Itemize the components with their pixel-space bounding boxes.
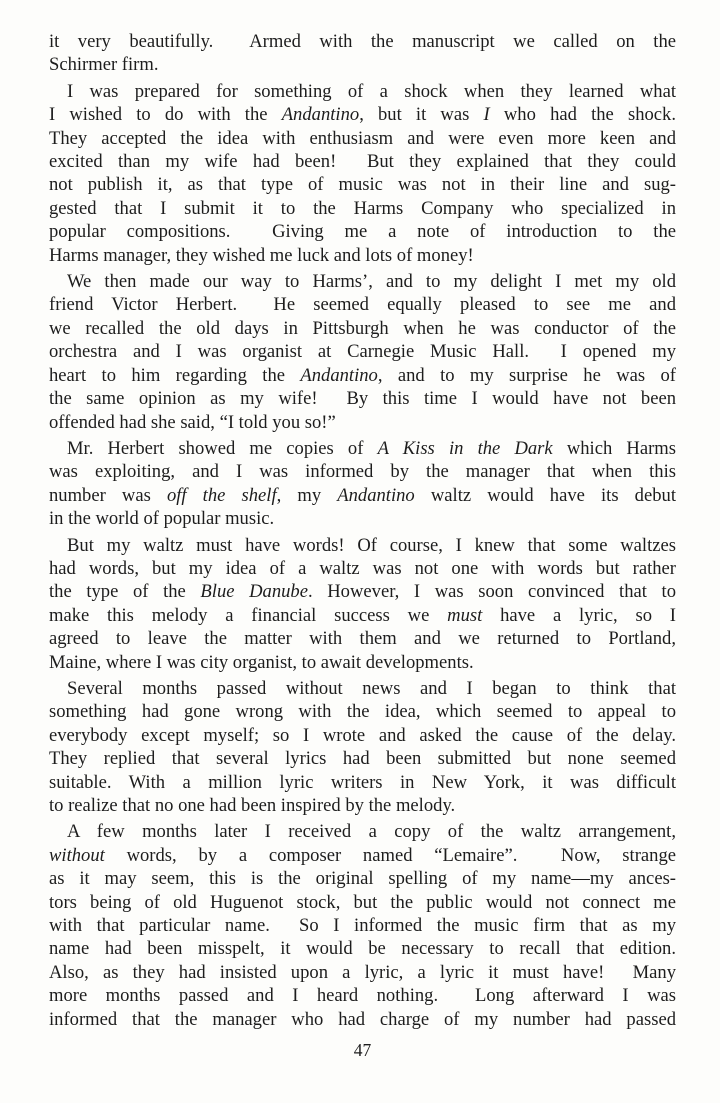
text-run: Maine, where I was city organist, to await developments. (49, 651, 474, 673)
text-run: orchestra and I was organist at Carnegie Music Hall. I opened my (49, 341, 676, 363)
text-run: which Harms (552, 437, 676, 459)
paragraph (49, 677, 676, 817)
text-line (49, 604, 676, 627)
text-line (49, 867, 676, 890)
paragraph (49, 80, 676, 267)
text-run: to realize that no one had been inspired by the melody. (49, 795, 456, 816)
text-line (49, 220, 676, 243)
paragraph (49, 30, 676, 77)
text-run: Schirmer firm. (49, 54, 159, 76)
text-line (49, 937, 676, 960)
text-run: with that particular name. So I informed the music firm that as my (49, 915, 676, 937)
text-line (49, 30, 676, 53)
italic-text: must (447, 604, 483, 626)
text-line (49, 127, 676, 150)
text-run: not publish it, as that type of music was not in their line and sug- (49, 174, 676, 196)
text-run: everybody except myself; so I wrote and asked the cause of the delay. (49, 724, 676, 746)
paragraph (49, 437, 676, 531)
text-run: have a lyric, so I (482, 604, 676, 626)
text-run: heart to him regarding the (49, 364, 301, 386)
text-run: who had the shock. (489, 104, 676, 126)
italic-text: Andantino (337, 484, 415, 506)
text-line (49, 651, 676, 674)
text-line (49, 914, 676, 937)
text-line (49, 270, 676, 293)
text-line (49, 437, 676, 460)
text-run: I wished to do with the (49, 104, 282, 126)
text-line (49, 411, 676, 434)
text-run: excited than my wife had been! But they explained that they could (49, 151, 676, 173)
text-run: suitable. With a million lyric writers in New York, it was difficult (49, 771, 676, 793)
paragraph (49, 534, 676, 674)
text-run: tors being of old Huguenot stock, but the public would not connect me (49, 891, 676, 913)
text-run: make this melody a financial success we (49, 604, 448, 626)
text-run: informed that the manager who had charge of my number had passed (49, 1008, 676, 1030)
text-run: I was prepared for something of a shock when they learned what (67, 80, 676, 102)
text-run: They replied that several lyrics had been submitted but none seemed (49, 748, 676, 770)
text-run: friend Victor Herbert. He seemed equally pleased to see me and (49, 294, 676, 316)
text-line (49, 700, 676, 723)
text-line (49, 387, 676, 410)
italic-text: A Kiss in the Dark (377, 437, 553, 459)
text-run: the same opinion as my wife! By this time I would have not been (49, 388, 676, 410)
text-line (49, 627, 676, 650)
text-line (49, 244, 676, 267)
text-run: But my waltz must have words! Of course, I knew that some waltzes (67, 534, 676, 556)
text-run: Also, as they had insisted upon a lyric, a lyric it must have! Many (49, 961, 676, 983)
text-line (49, 1008, 676, 1031)
text-run: it very beautifully. Armed with the manuscript we called on the (49, 31, 676, 52)
text-run: something had gone wrong with the idea, which seemed to appeal to (49, 701, 676, 723)
text-run: name had been misspelt, it would be necessary to recall that edition. (49, 938, 676, 960)
page-number: 47 (353, 1040, 372, 1060)
paragraph (49, 270, 676, 434)
text-run: Several months passed without news and I began to think that (67, 677, 676, 699)
text-line (49, 150, 676, 173)
text-line (49, 747, 676, 770)
text-line (49, 103, 676, 126)
text-run: offended had she said, “I told you so!” (49, 411, 336, 433)
text-line (49, 984, 676, 1007)
text-run: had words, but my idea of a waltz was not one with words but rather (49, 557, 676, 579)
italic-text: Blue Danube (200, 581, 308, 603)
paragraph (49, 820, 676, 1031)
text-line (49, 364, 676, 387)
italic-text: I (483, 104, 490, 126)
text-line (49, 534, 676, 557)
text-run: We then made our way to Harms’, and to my delight I met my old (67, 271, 676, 293)
text-line (49, 820, 676, 843)
text-line (49, 173, 676, 196)
text-run: more months passed and I heard nothing. Long afterward I was (49, 985, 676, 1007)
text-line (49, 507, 676, 530)
text-line (49, 961, 676, 984)
text-run: Mr. Herbert showed me copies of (67, 437, 378, 459)
italic-text: off the shelf (166, 484, 277, 506)
text-run: number was (49, 484, 167, 506)
text-line (49, 724, 676, 747)
text-run: in the world of popular music. (49, 508, 275, 530)
text-line (49, 317, 676, 340)
italic-text: Andantino (300, 364, 378, 386)
text-run: They accepted the idea with enthusiasm and were even more keen and (49, 127, 676, 149)
text-line (49, 460, 676, 483)
text-run: , my (276, 484, 338, 506)
italic-text: Andantino (281, 104, 360, 126)
text-line (49, 484, 676, 507)
text-line (49, 80, 676, 103)
italic-text: without (49, 844, 105, 866)
text-run: gested that I submit it to the Harms Company who specialized in (49, 197, 676, 219)
text-line (49, 844, 676, 867)
text-run: , but it was (359, 104, 484, 126)
text-block (49, 30, 676, 1031)
text-run: as it may seem, this is the original spelling of my name—my ances- (49, 868, 676, 890)
text-line (49, 197, 676, 220)
text-run: A few months later I received a copy of the waltz arrangement, (67, 821, 676, 843)
text-line (49, 293, 676, 316)
text-run: was exploiting, and I was informed by the manager that when this (49, 461, 676, 483)
text-line (49, 677, 676, 700)
text-line (49, 891, 676, 914)
text-run: . However, I was soon convinced that to (307, 581, 677, 603)
text-run: Harms manager, they wished me luck and lots of money! (49, 244, 474, 266)
text-line (49, 557, 676, 580)
text-line (49, 580, 676, 603)
text-run: we recalled the old days in Pittsburgh when he was conductor of the (49, 317, 676, 339)
text-line (49, 794, 676, 817)
text-line (49, 771, 676, 794)
text-run: , and to my surprise he was of (377, 364, 676, 386)
text-run: popular compositions. Giving me a note of introduction to the (49, 221, 676, 243)
text-line (49, 340, 676, 363)
text-run: agreed to leave the matter with them and we returned to Portland, (49, 628, 676, 650)
text-run: the type of the (49, 581, 201, 603)
text-line (49, 53, 676, 76)
text-run: words, by a composer named “Lemaire”. Now, strange (104, 844, 676, 866)
text-run: waltz would have its debut (414, 484, 676, 506)
